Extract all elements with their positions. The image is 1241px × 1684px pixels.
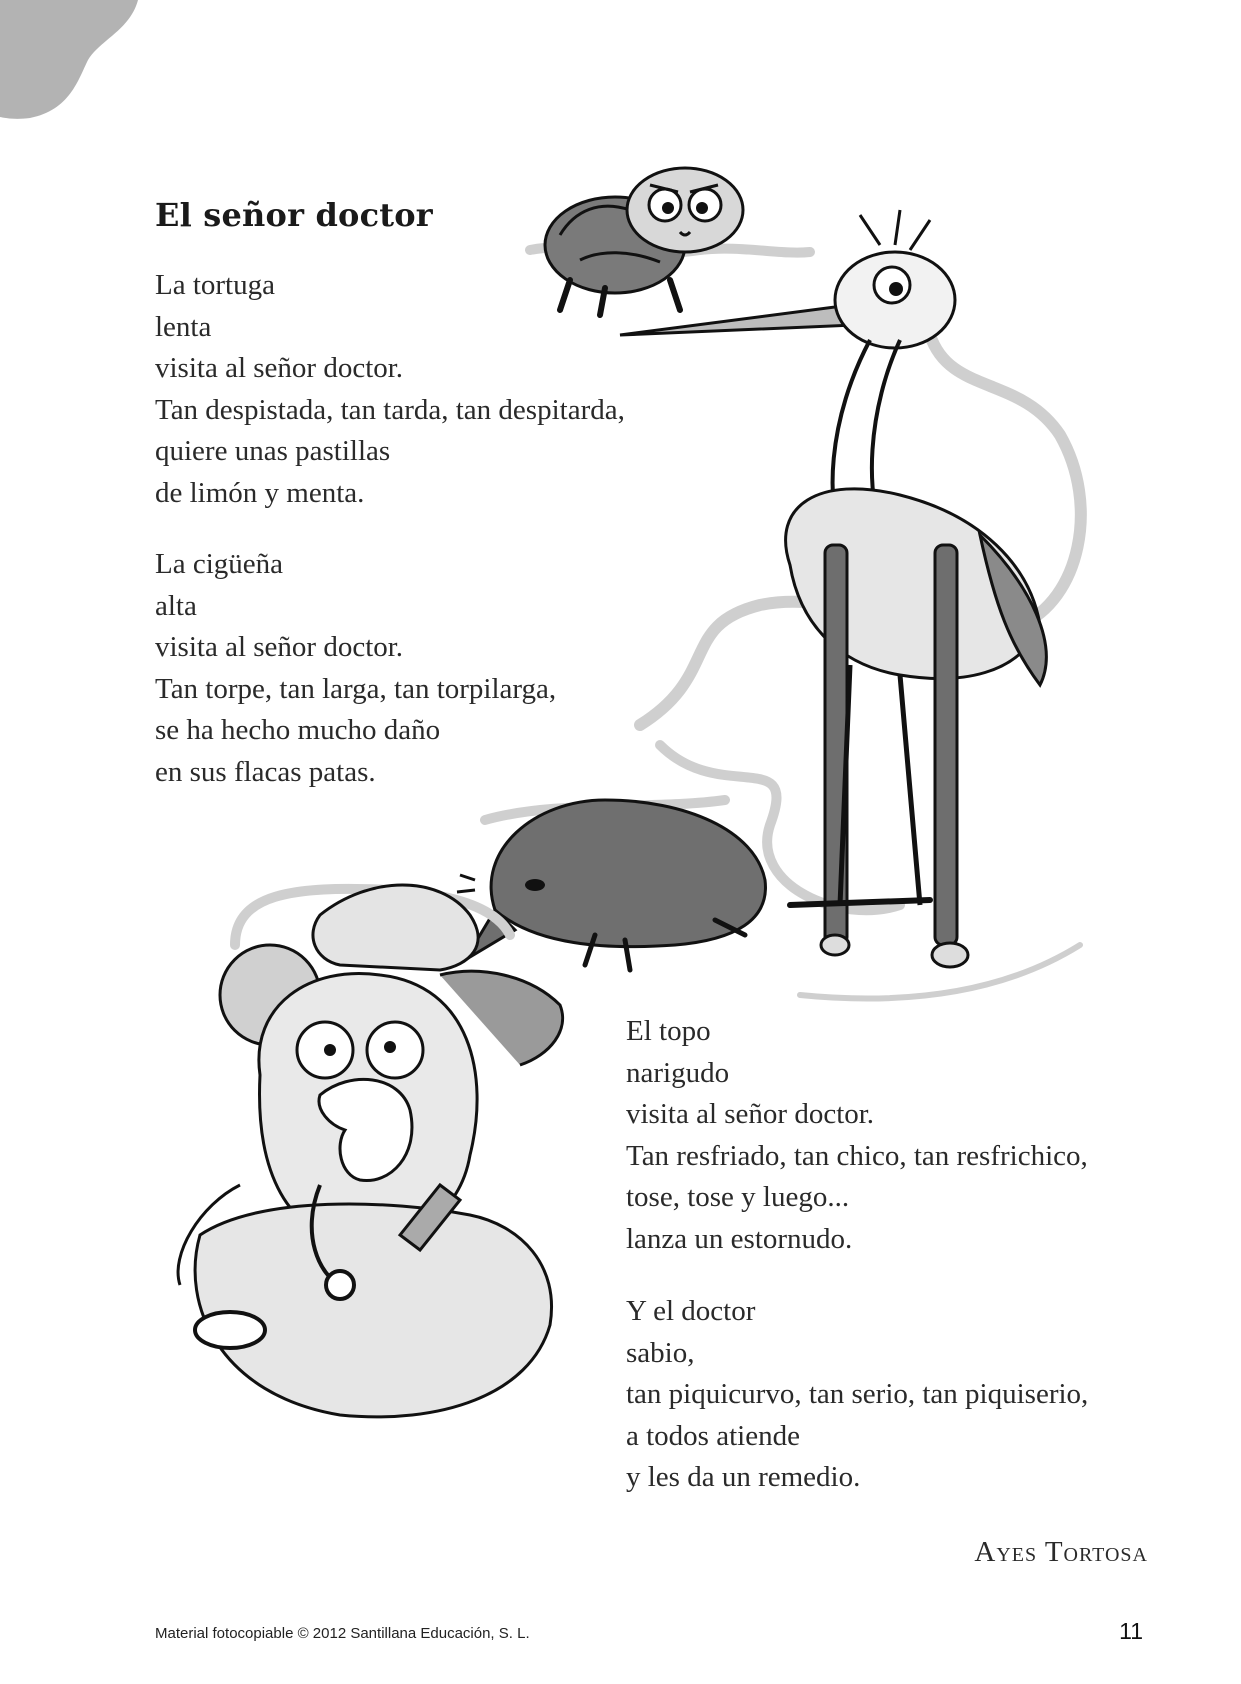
poem-line: de limón y menta. [155,476,365,509]
poem-line: se ha hecho mucho daño [155,714,441,747]
poem-line: en sus flacas patas. [155,755,376,788]
poem-line: tose, tose y luego... [626,1181,850,1214]
stanza-topo [626,1011,1088,1261]
poem-line: visita al señor doctor. [626,1098,875,1131]
stanza-doctor [626,1291,1088,1499]
poem-line: tan piquicurvo, tan serio, tan piquiserio, [626,1378,1089,1411]
poem-line: visita al señor doctor. [155,631,404,664]
poem-line: Tan torpe, tan larga, tan torpilarga, [155,672,557,705]
poem-line: visita al señor doctor. [155,352,404,385]
poem-author: Ayes Tortosa [974,1536,1148,1568]
page-number: 11 [1119,1618,1143,1644]
poem-line: y les da un remedio. [626,1461,861,1494]
poem-title: El señor doctor [155,196,433,234]
copyright-notice: Material fotocopiable © 2012 Santillana Educación, S. L. [155,1625,530,1642]
poem-line: La tortuga [155,269,275,301]
poem-line: Y el doctor [626,1295,756,1327]
poem-line: El topo [626,1015,711,1047]
poem-line: narigudo [626,1056,730,1089]
poem-line: quiere unas pastillas [155,435,391,468]
poem-line: La cigüeña [155,548,284,580]
poem-line: lanza un estornudo. [626,1222,853,1255]
stanza-ciguena [155,544,556,794]
poem-line: sabio, [626,1336,695,1369]
corner-tab-decoration [0,0,140,120]
doctor-bird-illustration [140,855,595,1455]
poem-line: lenta [155,310,212,343]
poem-line: a todos atiende [626,1419,800,1452]
poem-line: Tan resfriado, tan chico, tan resfrichico, [626,1139,1088,1172]
poem-line: alta [155,589,197,622]
poem-line: Tan despistada, tan tarda, tan despitarda, [155,393,625,426]
